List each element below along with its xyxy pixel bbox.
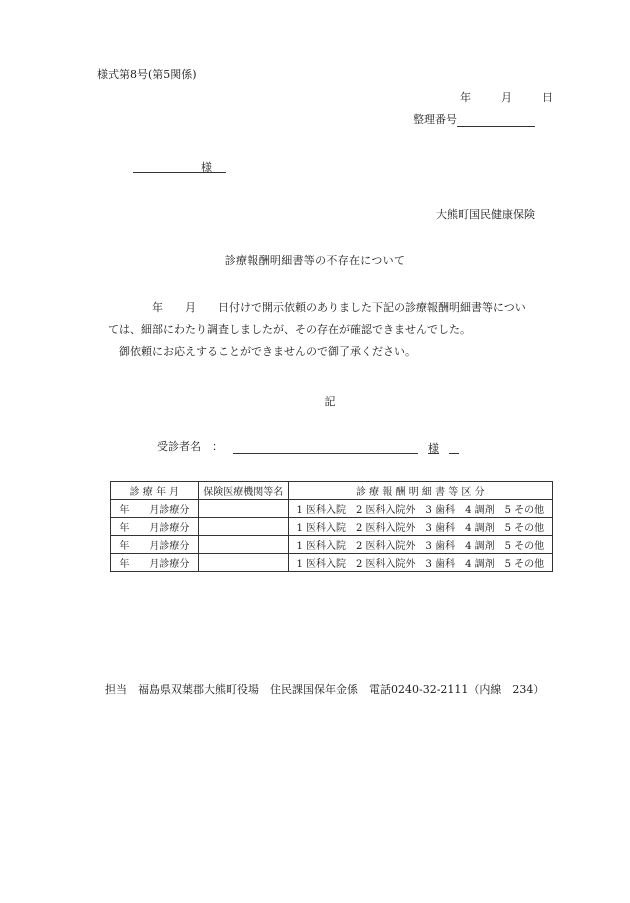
header-institution: 保険医療機関等名 <box>198 482 288 500</box>
category-option: 5 その他 <box>504 523 545 534</box>
row-categories <box>288 518 552 536</box>
table-header-row <box>111 482 553 500</box>
category-option: 5 その他 <box>504 541 545 552</box>
statement-table <box>110 481 553 572</box>
row-month: 年 月診療分 <box>111 518 199 536</box>
category-option: 1 医科入院 <box>296 541 346 552</box>
form-number: 様式第8号(第5関係) <box>97 68 197 81</box>
addressee-suffix: 様 <box>201 161 212 174</box>
category-option: 5 その他 <box>504 559 545 570</box>
body-line-3: 御依頼にお応えすることができませんので御了承ください。 <box>108 345 416 358</box>
sender-name: 大熊町国民健康保険 <box>436 208 535 221</box>
row-institution <box>198 518 288 536</box>
row-month: 年 月診療分 <box>111 536 199 554</box>
category-option: 4 調剤 <box>465 523 495 534</box>
category-option: 3 歯科 <box>425 541 456 552</box>
category-option: 3 歯科 <box>425 505 456 516</box>
row-month: 年 月診療分 <box>111 500 199 518</box>
contact-footer: 担当 福島県双葉郡大熊町役場 住民課国保年金係 電話0240-32-2111（内線 234） <box>105 683 545 696</box>
category-option: 2 医科入院外 <box>355 523 416 534</box>
category-option: 4 調剤 <box>465 559 495 570</box>
reference-label: 整理番号 <box>413 113 457 126</box>
table-row <box>111 536 553 554</box>
patient-label: 受診者名 ： <box>157 440 223 453</box>
addressee-tail <box>212 159 226 173</box>
reference-blank <box>457 113 535 127</box>
category-option: 2 医科入院外 <box>355 505 416 516</box>
row-month: 年 月診療分 <box>111 554 199 572</box>
row-institution <box>198 536 288 554</box>
category-option: 1 医科入院 <box>296 523 346 534</box>
patient-blank <box>233 440 418 454</box>
body-line-1: 年 月 日付けで開示依頼のありました下記の診療報酬明細書等につい <box>108 301 526 314</box>
body-text <box>108 297 578 363</box>
date-year: 年 <box>460 91 471 104</box>
row-institution <box>198 554 288 572</box>
header-month: 診 療 年 月 <box>111 482 199 500</box>
category-option: 2 医科入院外 <box>355 559 416 570</box>
category-option: 3 歯科 <box>425 559 456 570</box>
body-line-2: ては、細部にわたり調査しましたが、その存在が確認できませんでした。 <box>108 323 471 336</box>
table-row <box>111 554 553 572</box>
ki-heading: 記 <box>324 395 336 408</box>
reference-number <box>413 111 535 127</box>
document-title: 診療報酬明細書等の不存在について <box>224 254 406 267</box>
category-option: 2 医科入院外 <box>355 541 416 552</box>
category-option: 1 医科入院 <box>296 559 346 570</box>
category-option: 3 歯科 <box>425 523 456 534</box>
row-institution <box>198 500 288 518</box>
row-categories <box>288 554 552 572</box>
row-categories <box>288 536 552 554</box>
header-category: 診 療 報 酬 明 細 書 等 区 分 <box>288 482 552 500</box>
table-row <box>111 500 553 518</box>
addressee <box>133 159 226 173</box>
date-line <box>460 89 553 105</box>
table-row <box>111 518 553 536</box>
patient-name-line <box>157 438 459 454</box>
category-option: 5 その他 <box>504 505 545 516</box>
row-categories <box>288 500 552 518</box>
patient-tail <box>449 440 459 454</box>
category-option: 4 調剤 <box>465 541 495 552</box>
category-option: 4 調剤 <box>465 505 495 516</box>
date-month: 月 <box>501 91 512 104</box>
category-option: 1 医科入院 <box>296 505 346 516</box>
addressee-blank <box>133 159 201 173</box>
patient-suffix: 様 <box>428 442 439 455</box>
date-day: 日 <box>542 91 553 104</box>
